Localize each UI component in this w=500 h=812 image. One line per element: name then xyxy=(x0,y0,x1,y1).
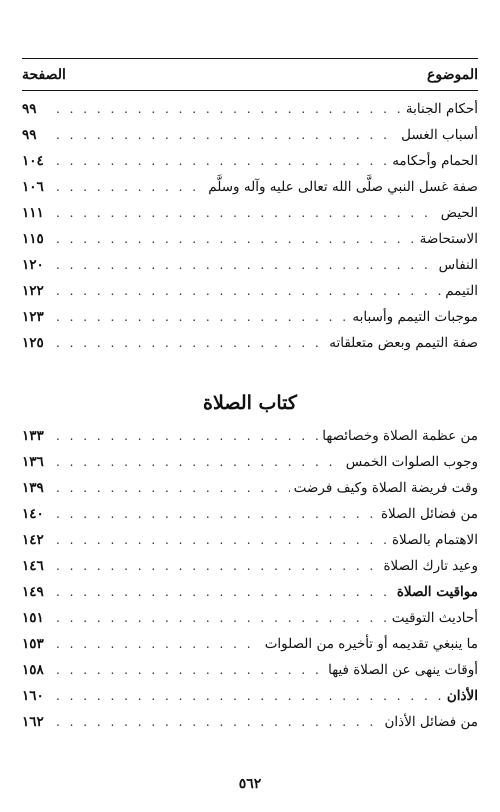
dot-leader xyxy=(56,507,377,521)
toc-entry-title: أحاديث التوقيت xyxy=(391,610,478,626)
toc-entry xyxy=(22,174,478,200)
dot-leader xyxy=(56,637,261,651)
dot-leader xyxy=(56,154,388,168)
dot-leader xyxy=(56,689,443,703)
toc-entry-title: مواقيت الصلاة xyxy=(396,584,478,600)
toc-entry-page: ١٣٩ xyxy=(22,480,44,496)
toc-entry-page: ١٠٤ xyxy=(22,153,44,169)
dot-leader xyxy=(56,559,379,573)
toc-entry xyxy=(22,579,478,605)
toc-entry-title: أحكام الجنابة xyxy=(405,101,478,117)
dot-leader xyxy=(56,310,348,324)
toc-entry xyxy=(22,148,478,174)
toc-entry-page: ١٦٢ xyxy=(22,714,44,730)
toc-entry-page: ١٤٩ xyxy=(22,584,44,600)
dot-leader xyxy=(56,481,290,495)
toc-entry-page: ١٢٠ xyxy=(22,257,44,273)
dot-leader xyxy=(56,715,381,729)
toc-entry xyxy=(22,631,478,657)
toc-entry xyxy=(22,304,478,330)
toc-entry xyxy=(22,226,478,252)
toc-entry xyxy=(22,449,478,475)
toc-entry-page: ١٤٠ xyxy=(22,506,44,522)
toc-entry xyxy=(22,200,478,226)
toc-entry-title: من فضائل الأذان xyxy=(384,714,478,730)
toc-header xyxy=(22,58,478,83)
dot-leader xyxy=(56,336,325,350)
dot-leader xyxy=(56,258,435,272)
toc-entry-title: التيمم xyxy=(445,283,478,299)
dot-leader xyxy=(56,284,441,298)
toc-entry xyxy=(22,278,478,304)
toc-entry-title: النفاس xyxy=(438,257,478,273)
toc-entry xyxy=(22,683,478,709)
toc-entry-page: ١٠٦ xyxy=(22,179,44,195)
dot-leader xyxy=(56,180,204,194)
dot-leader xyxy=(56,102,402,116)
toc-entry xyxy=(22,709,478,735)
dot-leader xyxy=(56,429,318,443)
toc-entry-page: ٩٩ xyxy=(22,127,37,143)
toc-entry-title: موجبات التيمم وأسبابه xyxy=(352,309,478,325)
dot-leader xyxy=(56,128,397,142)
page-column-label: الصفحة xyxy=(22,67,66,83)
toc-entry-title: الحيض xyxy=(440,205,478,221)
toc-entry-page: ١٢٢ xyxy=(22,283,44,299)
toc-entry-title: أوقات ينهى عن الصلاة فيها xyxy=(328,662,478,678)
dot-leader xyxy=(56,585,393,599)
toc-list-purification xyxy=(22,96,478,356)
toc-entry-title: ما ينبغي تقديمه أو تأخيره من الصلوات xyxy=(264,636,478,652)
toc-entry-page: ١٥٣ xyxy=(22,636,44,652)
toc-entry xyxy=(22,501,478,527)
toc-entry xyxy=(22,527,478,553)
toc-entry xyxy=(22,605,478,631)
dot-leader xyxy=(56,663,324,677)
toc-entry-page: ١٥٨ xyxy=(22,662,44,678)
toc-entry-page: ١٣٣ xyxy=(22,428,44,444)
toc-entry xyxy=(22,657,478,683)
page-number: ٥٦٢ xyxy=(238,776,262,792)
toc-entry-page: ١٤٢ xyxy=(22,532,44,548)
toc-entry xyxy=(22,475,478,501)
section-heading: كتاب الصلاة xyxy=(203,392,297,414)
toc-entry-page: ١٢٥ xyxy=(22,335,44,351)
topic-column-label: الموضوع xyxy=(427,67,478,83)
toc-entry-page: ١٤٦ xyxy=(22,558,44,574)
dot-leader xyxy=(56,611,388,625)
toc-entry-title: الاهتمام بالصلاة xyxy=(391,532,478,548)
dot-leader xyxy=(56,206,437,220)
toc-entry-page: ٩٩ xyxy=(22,101,37,117)
toc-entry-title: صفة التيمم وبعض متعلقاته xyxy=(329,335,478,351)
dot-leader xyxy=(56,533,388,547)
toc-entry-title: من فضائل الصلاة xyxy=(380,506,478,522)
toc-entry-page: ١٥١ xyxy=(22,610,44,626)
toc-list-prayer xyxy=(22,423,478,735)
toc-entry-title: صفة غسل النبي صلَّى الله تعالى عليه وآله وسلَّم xyxy=(208,179,478,195)
toc-entry-title: من عظمة الصلاة وخصائصها xyxy=(322,428,478,444)
toc-entry-title: الاستحاضة xyxy=(419,231,478,247)
toc-entry-title: الحمام وأحكامه xyxy=(392,153,478,169)
toc-entry-title: أسباب الغسل xyxy=(401,127,478,143)
toc-entry-title: وعيد تارك الصلاة xyxy=(383,558,478,574)
dot-leader xyxy=(56,455,342,469)
toc-entry-title: وقت فريضة الصلاة وكيف فرضت xyxy=(293,480,478,496)
header-divider xyxy=(22,90,478,91)
toc-entry xyxy=(22,122,478,148)
toc-entry xyxy=(22,252,478,278)
toc-entry-page: ١٦٠ xyxy=(22,688,44,704)
toc-entry-page: ١٢٣ xyxy=(22,309,44,325)
toc-entry xyxy=(22,330,478,356)
toc-entry-title: وجوب الصلوات الخمس xyxy=(345,454,478,470)
toc-entry xyxy=(22,96,478,122)
toc-entry-title: الأذان xyxy=(446,688,478,704)
toc-entry-page: ١١١ xyxy=(22,205,44,221)
toc-entry xyxy=(22,553,478,579)
toc-entry-page: ١٣٦ xyxy=(22,454,44,470)
toc-entry xyxy=(22,423,478,449)
dot-leader xyxy=(56,232,416,246)
toc-entry-page: ١١٥ xyxy=(22,231,44,247)
